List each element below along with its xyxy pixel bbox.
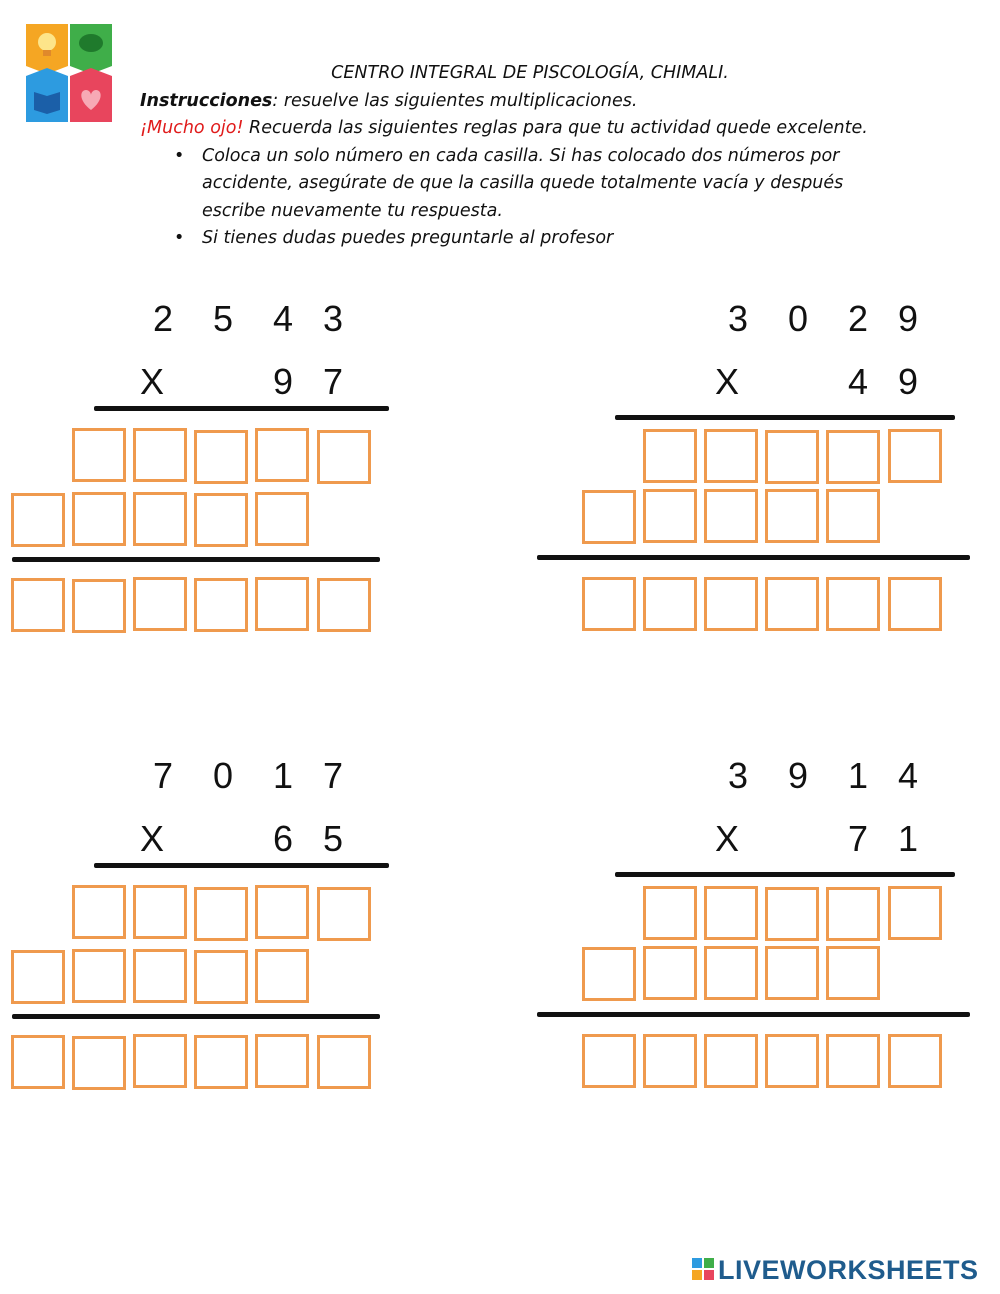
answer-box[interactable] bbox=[133, 492, 187, 546]
top-digit: 3 bbox=[727, 755, 749, 796]
answer-box[interactable] bbox=[11, 950, 65, 1004]
sum-line bbox=[537, 555, 970, 560]
answer-box[interactable] bbox=[643, 946, 697, 1000]
result-box[interactable] bbox=[317, 1035, 371, 1089]
answer-box[interactable] bbox=[194, 887, 248, 941]
heart-icon bbox=[70, 68, 112, 122]
answer-box[interactable] bbox=[255, 885, 309, 939]
answer-box[interactable] bbox=[765, 946, 819, 1000]
answer-box[interactable] bbox=[194, 430, 248, 484]
answer-box[interactable] bbox=[888, 886, 942, 940]
answer-box[interactable] bbox=[765, 887, 819, 941]
result-box[interactable] bbox=[826, 577, 880, 631]
top-digit: 0 bbox=[212, 755, 234, 796]
result-box[interactable] bbox=[72, 579, 126, 633]
multiply-sign: X bbox=[714, 361, 739, 402]
answer-box[interactable] bbox=[826, 489, 880, 543]
answer-box[interactable] bbox=[255, 428, 309, 482]
answer-box[interactable] bbox=[194, 493, 248, 547]
rule-item: • Coloca un solo número en cada casilla. Si has colocado dos números por accidente, asegúrate de que la casilla quede totalmente vacía y después escribe nuevamente tu respuesta. bbox=[202, 143, 900, 226]
answer-box[interactable] bbox=[643, 886, 697, 940]
result-box[interactable] bbox=[765, 577, 819, 631]
top-digit: 7 bbox=[152, 755, 174, 796]
bottom-digit: 7 bbox=[322, 361, 344, 402]
instructions-line bbox=[140, 88, 900, 116]
result-box[interactable] bbox=[765, 1034, 819, 1088]
answer-box[interactable] bbox=[11, 493, 65, 547]
bottom-digit: 7 bbox=[847, 818, 869, 859]
answer-box[interactable] bbox=[765, 489, 819, 543]
result-box[interactable] bbox=[133, 1034, 187, 1088]
top-digit: 2 bbox=[847, 298, 869, 339]
result-box[interactable] bbox=[643, 1034, 697, 1088]
result-box[interactable] bbox=[704, 1034, 758, 1088]
top-digit: 4 bbox=[897, 755, 919, 796]
instructions-block bbox=[140, 60, 900, 253]
answer-box[interactable] bbox=[317, 430, 371, 484]
result-box[interactable] bbox=[194, 578, 248, 632]
answer-box[interactable] bbox=[643, 429, 697, 483]
top-digit: 3 bbox=[727, 298, 749, 339]
answer-box[interactable] bbox=[317, 887, 371, 941]
multiply-sign: X bbox=[714, 818, 739, 859]
result-box[interactable] bbox=[582, 1034, 636, 1088]
bottom-digit: 1 bbox=[897, 818, 919, 859]
result-box[interactable] bbox=[582, 577, 636, 631]
multiply-sign: X bbox=[139, 818, 164, 859]
answer-box[interactable] bbox=[582, 947, 636, 1001]
warning-text: Recuerda las siguientes reglas para que tu actividad quede excelente. bbox=[243, 118, 868, 138]
answer-box[interactable] bbox=[704, 489, 758, 543]
answer-box[interactable] bbox=[888, 429, 942, 483]
book-icon bbox=[26, 68, 68, 122]
sum-line bbox=[537, 1012, 970, 1017]
result-box[interactable] bbox=[255, 577, 309, 631]
result-box[interactable] bbox=[255, 1034, 309, 1088]
multiply-line bbox=[615, 872, 955, 877]
result-box[interactable] bbox=[643, 577, 697, 631]
answer-box[interactable] bbox=[133, 428, 187, 482]
rule-item: • Si tienes dudas puedes preguntarle al profesor bbox=[202, 225, 900, 253]
top-digit: 3 bbox=[322, 298, 344, 339]
bottom-digit: 5 bbox=[322, 818, 344, 859]
answer-box[interactable] bbox=[582, 490, 636, 544]
instructions-label: Instrucciones bbox=[140, 90, 273, 111]
warning-label: ¡Mucho ojo! bbox=[140, 118, 244, 138]
top-digit: 5 bbox=[212, 298, 234, 339]
result-box[interactable] bbox=[888, 1034, 942, 1088]
answer-box[interactable] bbox=[72, 885, 126, 939]
answer-box[interactable] bbox=[255, 949, 309, 1003]
answer-box[interactable] bbox=[72, 428, 126, 482]
answer-box[interactable] bbox=[72, 949, 126, 1003]
answer-box[interactable] bbox=[704, 886, 758, 940]
lightbulb-icon bbox=[26, 24, 68, 74]
answer-box[interactable] bbox=[643, 489, 697, 543]
answer-box[interactable] bbox=[133, 949, 187, 1003]
top-digit: 0 bbox=[787, 298, 809, 339]
answer-box[interactable] bbox=[255, 492, 309, 546]
multiply-line bbox=[94, 863, 389, 868]
brain-icon bbox=[70, 24, 112, 74]
answer-box[interactable] bbox=[133, 885, 187, 939]
top-digit: 4 bbox=[272, 298, 294, 339]
multiply-line bbox=[94, 406, 389, 411]
page-title: CENTRO INTEGRAL DE PISCOLOGÍA, CHIMALI. bbox=[331, 63, 729, 83]
top-digit: 2 bbox=[152, 298, 174, 339]
sum-line bbox=[12, 1014, 380, 1019]
answer-box[interactable] bbox=[704, 946, 758, 1000]
multiply-line bbox=[615, 415, 955, 420]
answer-box[interactable] bbox=[826, 430, 880, 484]
result-box[interactable] bbox=[317, 578, 371, 632]
center-logo bbox=[24, 18, 114, 124]
instructions-text: : resuelve las siguientes multiplicaciones. bbox=[272, 90, 638, 111]
top-digit: 9 bbox=[787, 755, 809, 796]
multiply-sign: X bbox=[139, 361, 164, 402]
result-box[interactable] bbox=[194, 1035, 248, 1089]
top-digit: 1 bbox=[272, 755, 294, 796]
answer-box[interactable] bbox=[194, 950, 248, 1004]
bottom-digit: 4 bbox=[847, 361, 869, 402]
result-box[interactable] bbox=[11, 1035, 65, 1089]
sum-line bbox=[12, 557, 380, 562]
top-digit: 1 bbox=[847, 755, 869, 796]
answer-box[interactable] bbox=[704, 429, 758, 483]
liveworksheets-logo[interactable] bbox=[692, 1255, 992, 1285]
bottom-digit: 6 bbox=[272, 818, 294, 859]
rules-list bbox=[140, 143, 900, 253]
liveworksheets-brand: LIVEWORKSHEETS bbox=[718, 1255, 979, 1285]
top-digit: 7 bbox=[322, 755, 344, 796]
result-box[interactable] bbox=[72, 1036, 126, 1090]
warning-line bbox=[140, 115, 900, 143]
result-box[interactable] bbox=[133, 577, 187, 631]
bottom-digit: 9 bbox=[272, 361, 294, 402]
bottom-digit: 9 bbox=[897, 361, 919, 402]
result-box[interactable] bbox=[888, 577, 942, 631]
answer-box[interactable] bbox=[826, 946, 880, 1000]
result-box[interactable] bbox=[826, 1034, 880, 1088]
answer-box[interactable] bbox=[826, 887, 880, 941]
result-box[interactable] bbox=[11, 578, 65, 632]
answer-box[interactable] bbox=[765, 430, 819, 484]
top-digit: 9 bbox=[897, 298, 919, 339]
liveworksheets-icon bbox=[692, 1258, 714, 1280]
answer-box[interactable] bbox=[72, 492, 126, 546]
result-box[interactable] bbox=[704, 577, 758, 631]
